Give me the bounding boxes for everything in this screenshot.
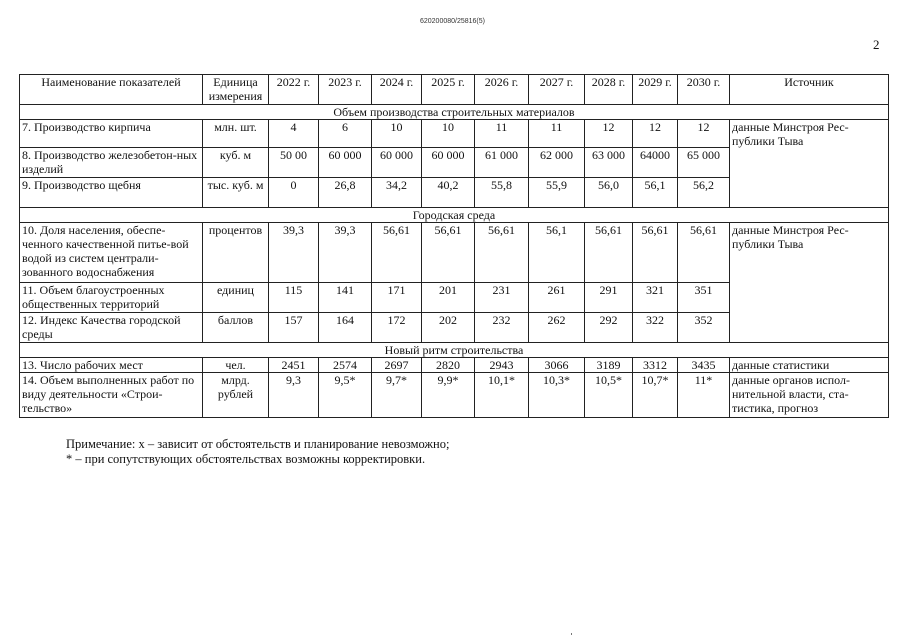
column-header-year: 2028 г. bbox=[585, 75, 633, 105]
value-cell: 60 000 bbox=[422, 148, 475, 178]
column-header-year: 2022 г. bbox=[269, 75, 319, 105]
indicator-name: 9. Производство щебня bbox=[20, 178, 203, 208]
value-cell: 39,3 bbox=[269, 223, 319, 283]
table-row bbox=[20, 373, 889, 418]
value-cell: 141 bbox=[319, 283, 372, 313]
column-header-year: 2026 г. bbox=[475, 75, 529, 105]
value-cell: 10,5* bbox=[585, 373, 633, 418]
value-cell: 291 bbox=[585, 283, 633, 313]
value-cell: 65 000 bbox=[678, 148, 730, 178]
value-cell: 60 000 bbox=[319, 148, 372, 178]
unit-cell: млн. шт. bbox=[203, 120, 269, 148]
note-line: Примечание: х – зависит от обстоятельств и планирование невозможно; bbox=[66, 437, 450, 451]
value-cell: 9,3 bbox=[269, 373, 319, 418]
unit-cell: чел. bbox=[203, 358, 269, 373]
value-cell: 56,2 bbox=[678, 178, 730, 208]
value-cell: 56,61 bbox=[678, 223, 730, 283]
value-cell: 39,3 bbox=[319, 223, 372, 283]
value-cell: 3189 bbox=[585, 358, 633, 373]
indicator-name: 12. Индекс Качества городской среды bbox=[20, 313, 203, 343]
value-cell: 2943 bbox=[475, 358, 529, 373]
value-cell: 4 bbox=[269, 120, 319, 148]
value-cell: 56,61 bbox=[475, 223, 529, 283]
notes-block bbox=[66, 437, 449, 467]
value-cell: 10,7* bbox=[633, 373, 678, 418]
indicators-table bbox=[19, 74, 889, 418]
value-cell: 2451 bbox=[269, 358, 319, 373]
value-cell: 9,7* bbox=[372, 373, 422, 418]
value-cell: 10,1* bbox=[475, 373, 529, 418]
value-cell: 56,0 bbox=[585, 178, 633, 208]
value-cell: 11 bbox=[529, 120, 585, 148]
value-cell: 55,8 bbox=[475, 178, 529, 208]
value-cell: 56,1 bbox=[633, 178, 678, 208]
source-cell: данные Минстроя Рес-публики Тыва bbox=[730, 120, 889, 208]
value-cell: 56,61 bbox=[585, 223, 633, 283]
value-cell: 10 bbox=[372, 120, 422, 148]
source-cell: данные Минстроя Рес-публики Тыва bbox=[730, 223, 889, 343]
value-cell: 60 000 bbox=[372, 148, 422, 178]
value-cell: 2574 bbox=[319, 358, 372, 373]
value-cell: 0 bbox=[269, 178, 319, 208]
column-header-name: Наименование показателей bbox=[20, 75, 203, 105]
value-cell: 262 bbox=[529, 313, 585, 343]
value-cell: 50 00 bbox=[269, 148, 319, 178]
column-header-year: 2030 г. bbox=[678, 75, 730, 105]
value-cell: 12 bbox=[585, 120, 633, 148]
value-cell: 62 000 bbox=[529, 148, 585, 178]
column-header-year: 2023 г. bbox=[319, 75, 372, 105]
unit-cell: процентов bbox=[203, 223, 269, 283]
indicator-name: 14. Объем выполненных работ по виду деятельности «Строи-тельство» bbox=[20, 373, 203, 418]
value-cell: 34,2 bbox=[372, 178, 422, 208]
value-cell: 3312 bbox=[633, 358, 678, 373]
value-cell: 26,8 bbox=[319, 178, 372, 208]
value-cell: 351 bbox=[678, 283, 730, 313]
document-id: 620200080/25816(5) bbox=[419, 18, 485, 25]
value-cell: 56,61 bbox=[372, 223, 422, 283]
unit-cell: тыс. куб. м bbox=[203, 178, 269, 208]
value-cell: 56,61 bbox=[422, 223, 475, 283]
value-cell: 172 bbox=[372, 313, 422, 343]
indicator-name: 13. Число рабочих мест bbox=[20, 358, 203, 373]
indicator-name: 7. Производство кирпича bbox=[20, 120, 203, 148]
value-cell: 157 bbox=[269, 313, 319, 343]
indicator-name: 8. Производство железобетон-ных изделий bbox=[20, 148, 203, 178]
value-cell: 64000 bbox=[633, 148, 678, 178]
value-cell: 40,2 bbox=[422, 178, 475, 208]
section-row bbox=[20, 343, 889, 358]
indicator-name: 11. Объем благоустроенных общественных территорий bbox=[20, 283, 203, 313]
value-cell: 9,5* bbox=[319, 373, 372, 418]
section-title: Объем производства строительных материалов bbox=[20, 105, 889, 120]
column-header-source: Источник bbox=[730, 75, 889, 105]
value-cell: 352 bbox=[678, 313, 730, 343]
page-number: 2 bbox=[873, 37, 880, 52]
value-cell: 322 bbox=[633, 313, 678, 343]
value-cell: 2820 bbox=[422, 358, 475, 373]
value-cell: 55,9 bbox=[529, 178, 585, 208]
value-cell: 171 bbox=[372, 283, 422, 313]
section-title: Городская среда bbox=[20, 208, 889, 223]
value-cell: 292 bbox=[585, 313, 633, 343]
value-cell: 11* bbox=[678, 373, 730, 418]
note-line: * – при сопутствующих обстоятельствах возможны корректировки. bbox=[66, 452, 426, 466]
value-cell: 12 bbox=[633, 120, 678, 148]
source-cell: данные статистики bbox=[730, 358, 889, 373]
source-cell: данные органов испол-нительной власти, ста-тистика, прогноз bbox=[730, 373, 889, 418]
header-row bbox=[20, 75, 889, 105]
value-cell: 9,9* bbox=[422, 373, 475, 418]
value-cell: 261 bbox=[529, 283, 585, 313]
unit-cell: млрд. рублей bbox=[203, 373, 269, 418]
section-title: Новый ритм строительства bbox=[20, 343, 889, 358]
value-cell: 231 bbox=[475, 283, 529, 313]
column-header-year: 2027 г. bbox=[529, 75, 585, 105]
value-cell: 232 bbox=[475, 313, 529, 343]
value-cell: 201 bbox=[422, 283, 475, 313]
value-cell: 11 bbox=[475, 120, 529, 148]
column-header-unit: Единица измерения bbox=[203, 75, 269, 105]
table-row bbox=[20, 223, 889, 283]
value-cell: 12 bbox=[678, 120, 730, 148]
value-cell: 2697 bbox=[372, 358, 422, 373]
column-header-year: 2024 г. bbox=[372, 75, 422, 105]
section-row bbox=[20, 208, 889, 223]
section-row bbox=[20, 105, 889, 120]
value-cell: 56,61 bbox=[633, 223, 678, 283]
table-row bbox=[20, 120, 889, 148]
indicator-name: 10. Доля населения, обеспе-ченного качественной питье-вой водой из систем централи-зованного водоснабжения bbox=[20, 223, 203, 283]
value-cell: 56,1 bbox=[529, 223, 585, 283]
value-cell: 321 bbox=[633, 283, 678, 313]
value-cell: 10,3* bbox=[529, 373, 585, 418]
value-cell: 164 bbox=[319, 313, 372, 343]
column-header-year: 2025 г. bbox=[422, 75, 475, 105]
value-cell: 10 bbox=[422, 120, 475, 148]
value-cell: 202 bbox=[422, 313, 475, 343]
unit-cell: единиц bbox=[203, 283, 269, 313]
value-cell: 63 000 bbox=[585, 148, 633, 178]
column-header-year: 2029 г. bbox=[633, 75, 678, 105]
value-cell: 3066 bbox=[529, 358, 585, 373]
value-cell: 6 bbox=[319, 120, 372, 148]
value-cell: 115 bbox=[269, 283, 319, 313]
unit-cell: куб. м bbox=[203, 148, 269, 178]
scan-mark bbox=[571, 633, 572, 635]
table-row bbox=[20, 358, 889, 373]
unit-cell: баллов bbox=[203, 313, 269, 343]
value-cell: 61 000 bbox=[475, 148, 529, 178]
value-cell: 3435 bbox=[678, 358, 730, 373]
